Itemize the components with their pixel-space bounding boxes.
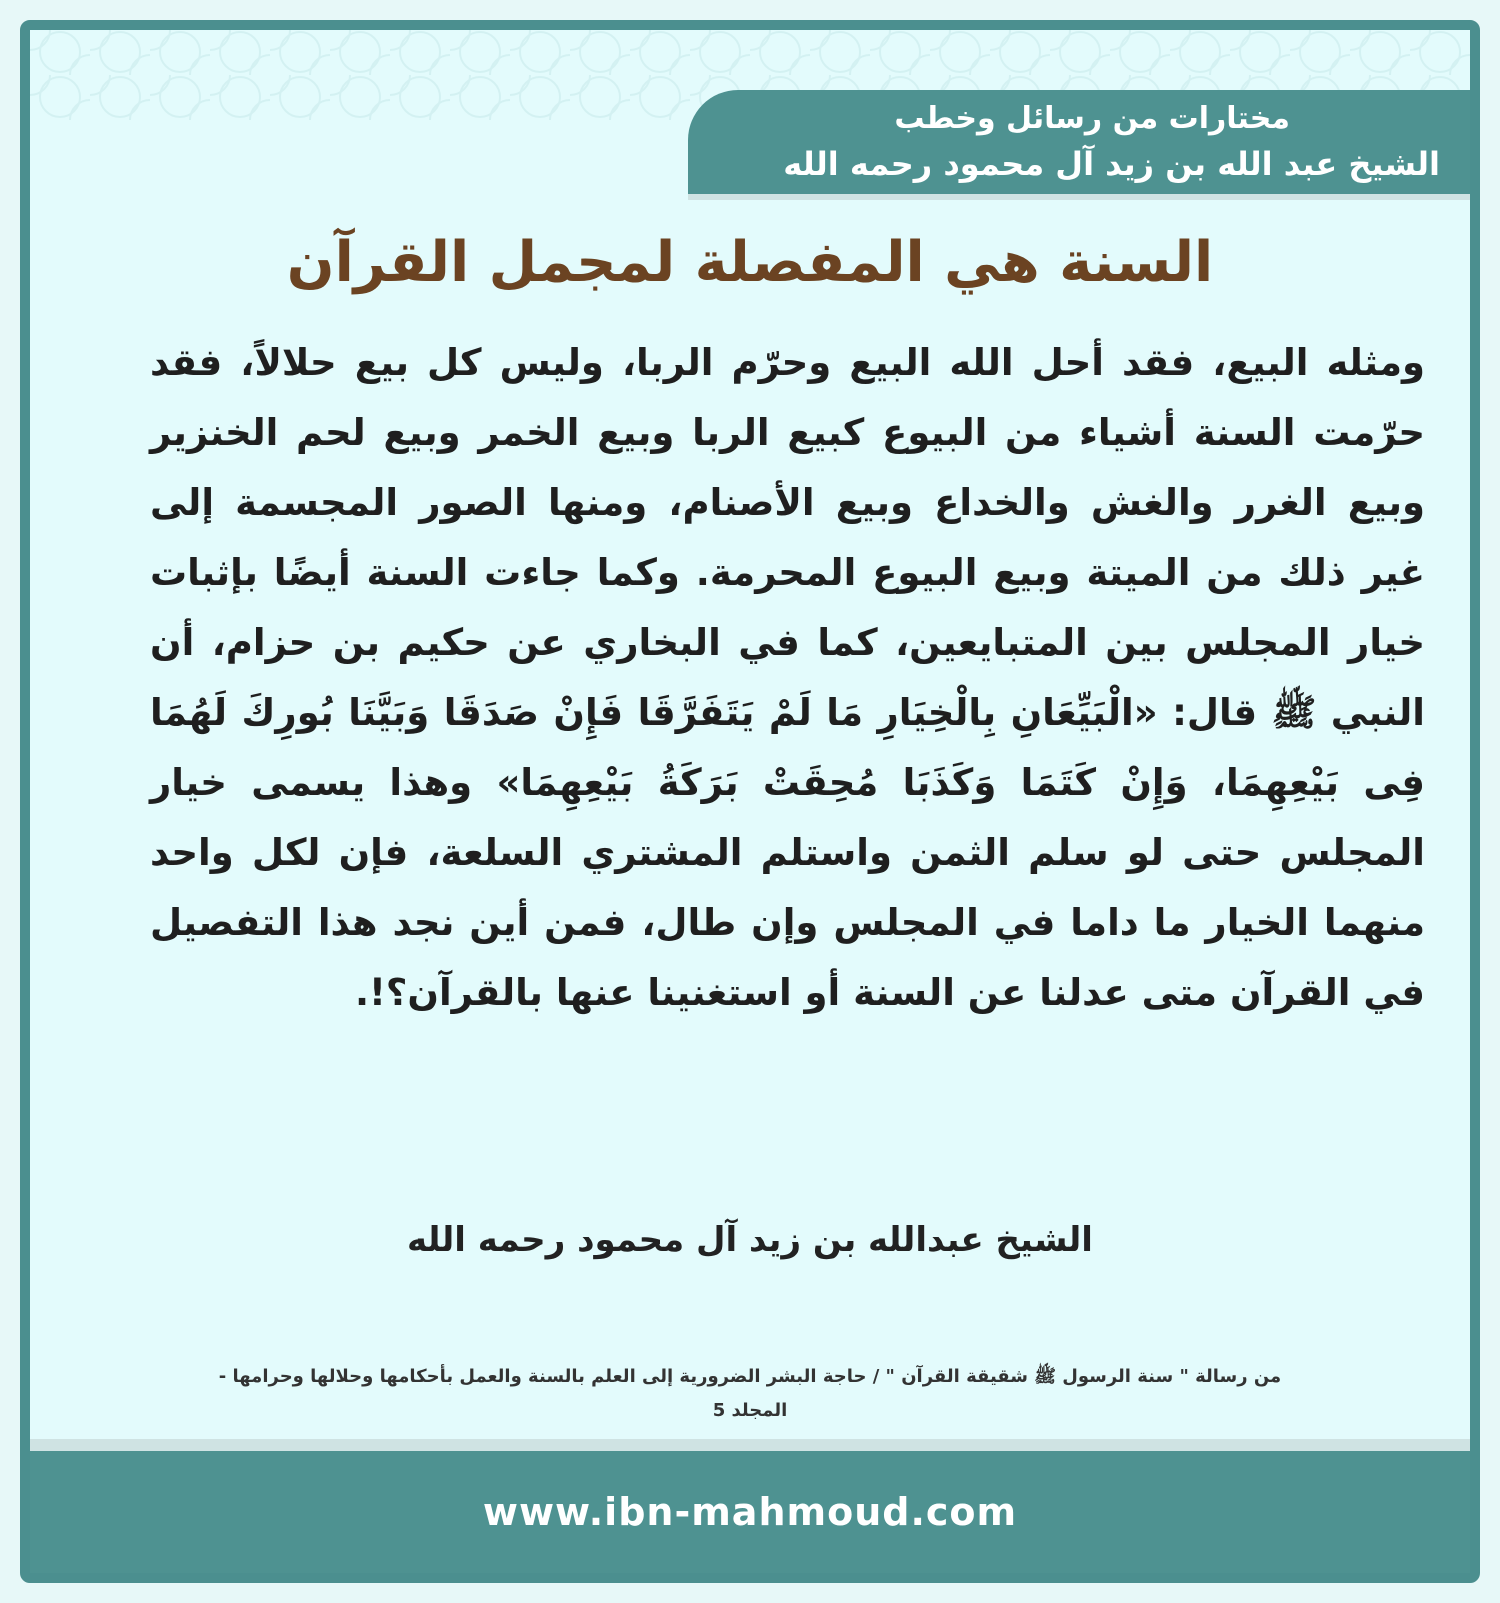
article-body: ومثله البيع، فقد أحل الله البيع وحرّم الربا، وليس كل بيع حلالاً، فقد حرّمت السنة أشياء من البيوع كبيع الربا وبيع الخمر وبيع لحم الخنزير وبيع الغرر والغش والخداع وبيع الأصنام، ومنها الصور المجسمة إلى غير ذلك من الميتة وبيع البيوع المحرمة. وكما جاءت السنة أيضًا بإثبات خيار المجلس بين المتبايعين، كما في البخاري عن حكيم بن حزام، أن النبي ﷺ قال: «الْبَيِّعَانِ بِالْخِيَارِ مَا لَمْ يَتَفَرَّقَا فَإِنْ صَدَقَا وَبَيَّنَا بُورِكَ لَهُمَا فِى بَيْعِهِمَا، وَإِنْ كَتَمَا وَكَذَبَا مُحِقَتْ بَرَكَةُ بَيْعِهِمَا» وهذا يسمى خيار المجلس حتى لو سلم الثمن واستلم المشتري السلعة، فإن لكل واحد منهما الخيار ما داما في المجلس وإن طال، فمن أين نجد هذا التفصيل في القرآن متى عدلنا عن السنة أو استغنينا عنها بالقرآن؟!. xyxy=(150,341,1425,1014)
footer-bar xyxy=(30,1439,1470,1573)
series-author: الشيخ عبد الله بن زيد آل محمود رحمه الله xyxy=(783,145,1440,183)
source-citation xyxy=(130,1360,1370,1428)
author-signature: الشيخ عبدالله بن زيد آل محمود رحمه الله xyxy=(407,1220,1093,1260)
page-frame xyxy=(20,20,1480,1583)
page-title: السنة هي المفصلة لمجمل القرآن xyxy=(286,230,1214,295)
series-header xyxy=(688,90,1470,200)
source-volume: المجلد 5 xyxy=(712,1400,788,1421)
website-link[interactable]: www.ibn-mahmoud.com xyxy=(482,1490,1018,1534)
source-line: من رسالة " سنة الرسول ﷺ شقيقة القرآن " / حاجة البشر الضرورية إلى العلم بالسنة والعمل بأحكامها وحلالها وحرامها - xyxy=(218,1366,1282,1387)
series-title: مختارات من رسائل وخطب xyxy=(894,101,1290,136)
